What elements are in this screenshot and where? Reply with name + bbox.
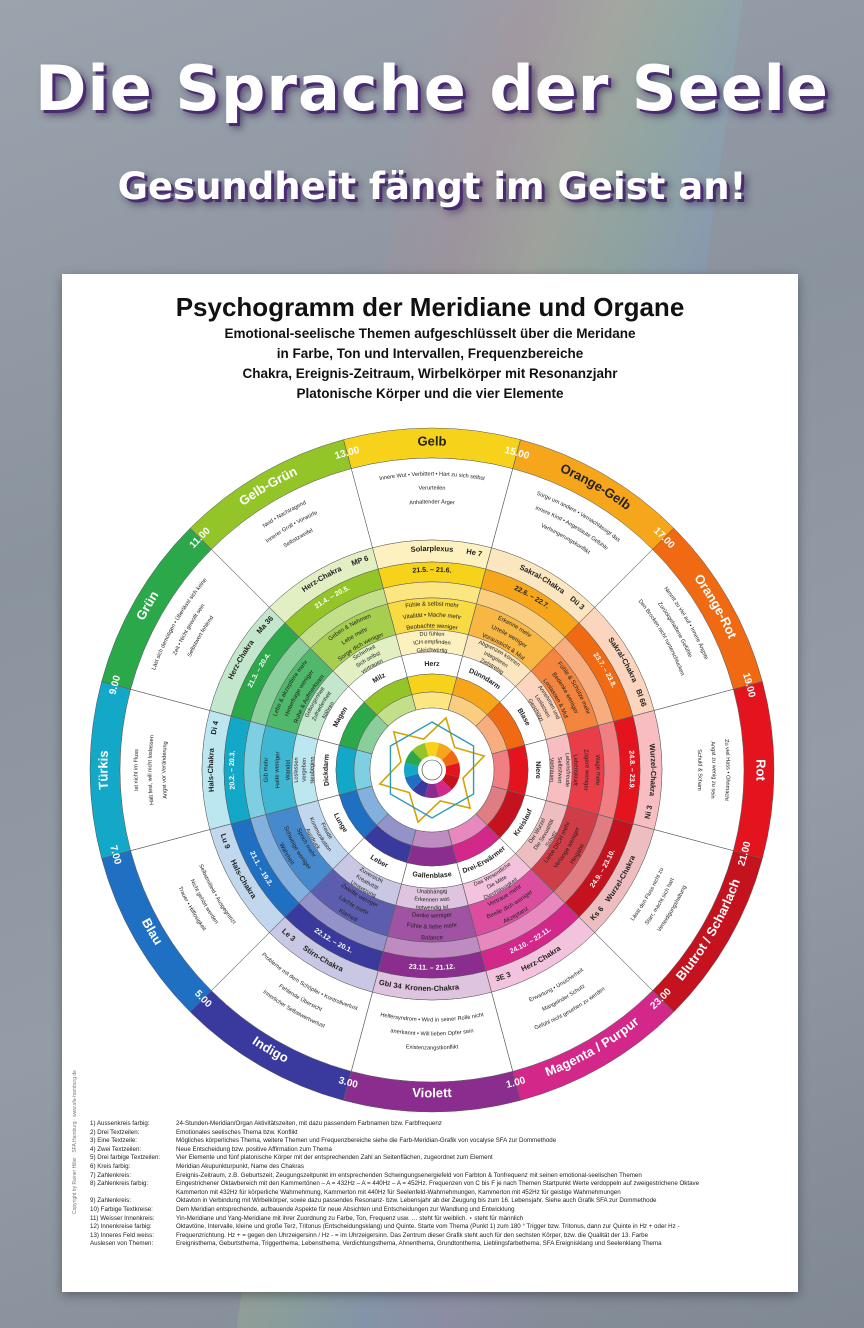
segment-organ: Kreislauf — [512, 808, 534, 838]
segment-meridian: Di 4 — [208, 720, 221, 736]
segment-color-name: Violett — [411, 1084, 453, 1101]
legend-key: 3) Eine Textzeile: — [90, 1137, 138, 1145]
segment-theme: Anhaltender Ärger — [409, 499, 455, 507]
segment-affirmation: Klarheit — [337, 908, 359, 924]
center-core — [422, 760, 442, 780]
segment-affirmation: Bedenke weniger — [550, 671, 579, 715]
segment-color-name: Magenta / Purpur — [542, 1013, 642, 1080]
segment-meridian: 3E 3 — [494, 969, 512, 984]
segment-theme: Nicht gehört werden — [188, 878, 220, 926]
segment-element-text: Durchlässigkeit — [482, 876, 519, 902]
segment-theme: Zu viel Hass • Ohnmacht — [722, 738, 731, 802]
segment-element-text: Kommunikation — [307, 816, 333, 854]
segment-affirmation: Vitalität • Mache mehr — [402, 612, 462, 622]
segment-theme: Probleme mit dem Schöpfer • Kontrollverlust — [260, 952, 359, 1012]
legend-value: Ereignis-Zeitraum, z.B. Geburtszeit, Zeugungszeitpunkt im entsprechenden Schwingungsenergiefeld von Farbton & Tonfrequenz mit seinen emotional-seelischen Themen — [176, 1171, 642, 1179]
segment-element-text: vertrauen — [360, 658, 385, 676]
legend-key: 2) Drei Textzeilen: — [90, 1128, 140, 1136]
segment-affirmation: Wage mehr — [593, 754, 601, 786]
legend-value: Ereignisthema, Geburtsthema, Triggerthema, Lebensthema, Verdichtungsthema, Ahnenthema, Grundtonthema, Lieblingsfarbethema, SFA Ereignisklang und Seelenklang Thema — [176, 1240, 662, 1248]
segment-theme: Zeit • Nicht gewollt sein — [172, 603, 207, 657]
segment-element-text: Vergeben — [301, 757, 309, 783]
segment-time: 9.00 — [107, 674, 124, 696]
legend-value: Meridian Akupunkturpunkt, Name des Chakras — [176, 1162, 304, 1170]
segment-theme: Schuld & Scham — [695, 749, 703, 791]
segment-chakra: Sakral-Chakra — [518, 562, 567, 596]
segment-theme: Ist nicht im Fluss — [133, 748, 141, 792]
legend-row — [90, 1215, 790, 1224]
segment-time: 13.00 — [333, 444, 361, 463]
legend-row — [90, 1180, 790, 1189]
segment-theme: Selbstwert fehlend — [186, 615, 216, 659]
poster-line-2: in Farbe, Ton und Intervallen, Frequenzbereiche — [276, 346, 584, 361]
legend-row — [90, 1240, 790, 1249]
segment-affirmation: Zweifle weniger — [339, 882, 379, 909]
segment-chakra: Herz-Chakra — [519, 943, 563, 974]
legend-value: Yin-Meridiane und Yang-Meridiane mit ihrer Zuordnung zu Farbe, Ton, Frequenz usw. … steht für weiblich. ⋆ steht für männlich — [176, 1214, 524, 1222]
legend-key: 4) Zwei Textzeilen: — [90, 1145, 142, 1153]
segment-affirmation: Balance — [420, 935, 444, 942]
legend-row — [90, 1223, 790, 1232]
segment-affirmation: Zögere weniger — [582, 748, 590, 792]
segment-theme: Gefühl nicht gesehen zu werden — [533, 986, 607, 1032]
segment-time: 11.00 — [187, 525, 213, 551]
legend-row — [90, 1120, 790, 1129]
segment-affirmation: Wahrheit — [277, 842, 295, 867]
wheel-segment — [412, 692, 452, 710]
segment-chakra: Solarplexus — [410, 543, 454, 554]
segment-date: 22.12. – 20.1. — [312, 927, 354, 955]
legend-key: Auslesen von Themen: — [90, 1240, 154, 1248]
segment-time: 3.00 — [337, 1075, 359, 1091]
segment-theme: Sorge um andere • Vernachlässigt das — [535, 490, 621, 544]
segment-date: 21.4. – 20.5. — [313, 584, 351, 611]
segment-element-text: Umsetzung — [349, 879, 377, 900]
segment-affirmation: Geben & Nehmen — [327, 613, 373, 643]
segment-theme: Innerer Groll • Vorwürfe — [264, 510, 319, 545]
segment-theme: Lässt den Fluss nicht zu — [629, 867, 666, 923]
segment-meridian: Ks 6 — [588, 904, 606, 923]
segment-color-name: Orange-Gelb — [558, 460, 634, 513]
segment-affirmation: Hinterfrage weniger — [284, 669, 316, 718]
segment-meridian: Gbl 34 — [378, 977, 403, 991]
segment-chakra: Sakral-Chakra — [606, 635, 640, 684]
legend-value: Emotionales seelisches Thema bzw. Konflikt — [176, 1128, 298, 1136]
segment-theme: Selbstmitleid • Ausgegrenzt — [197, 863, 237, 926]
legend-row — [90, 1137, 790, 1146]
segment-affirmation: Sprich mehr — [294, 827, 317, 859]
legend-row — [90, 1129, 790, 1138]
segment-date: 24.8. – 23.9. — [627, 750, 636, 790]
legend-value: Kammerton mit 432Hz für körperliche Wahrnehmung, Kammerton mit 440Hz für Seelenfeld-Wahrnehmungen, Kammerton mit 452Hz für geistige Wahrnehmungen — [176, 1188, 621, 1196]
segment-affirmation: Ruhe & Aufmerksam — [293, 673, 327, 725]
segment-meridian: Lu 9 — [218, 832, 233, 850]
legend-value: Oktavton in Verbindung mit Wirbelkörper, sowie dazu passendes Resonanz- bzw. Lebensjahr ab der Zeugung bis zum 16. Lebensjahr. Siehe auch Grafik SFA zur Dommethode — [176, 1197, 657, 1205]
legend-value: Dem Meridian entsprechende, aufbauende Aspekte für neue Absichten und Entscheidungen zur Wandlung und Entwicklung — [176, 1205, 515, 1213]
segment-chakra: Herz-Chakra — [300, 563, 343, 594]
segment-element-text: Lebensfreude — [563, 752, 571, 788]
segment-element-text: Die Sexualität — [532, 818, 556, 852]
segment-theme: Läst sich demütigen • Überlässt sich keine — [151, 577, 209, 671]
segment-theme: Zurückgehaltene Gefühle — [656, 601, 693, 659]
segment-date: 22.6. – 22.7. — [513, 584, 551, 611]
legend-key: 12) Innenkreise farbig: — [90, 1223, 152, 1231]
legend-key — [90, 1189, 176, 1198]
segment-time: 23.00 — [648, 986, 674, 1012]
wheel-segment — [407, 674, 457, 695]
segment-theme: Innerlicher Selbstwertverlust — [261, 989, 326, 1030]
segment-organ: Magen — [332, 705, 350, 729]
legend-value: Neue Entscheidung bzw. positive Affirmation zum Thema — [176, 1145, 332, 1153]
segment-theme: Trauer • Hilflosigkeit — [176, 885, 207, 933]
segment-element-text: Zuversicht — [358, 866, 384, 885]
legend-key: 5) Drei farbige Textzeilen: — [90, 1154, 161, 1162]
segment-theme: Verhungerungskonflikt — [539, 522, 591, 556]
segment-theme: Helfersyndrom • Wird in seiner Rolle nicht — [379, 1012, 485, 1024]
segment-element-text: Sich selbst — [355, 650, 382, 670]
segment-element-text: Sicherheit — [352, 644, 377, 662]
segment-affirmation: Wandel — [285, 759, 292, 781]
segment-time: 17.00 — [651, 525, 677, 551]
segment-time: 21.00 — [736, 840, 754, 868]
wheel-segment — [507, 745, 528, 795]
legend-row — [90, 1146, 790, 1155]
segment-affirmation: Lächle mehr — [337, 894, 370, 917]
segment-organ: Herz — [424, 660, 440, 669]
page-subtitle: Gesundheit fängt im Geist an! — [117, 165, 747, 208]
segment-affirmation: Beeile dich weniger — [486, 889, 535, 921]
legend-value: Frequenzrichtung. Hz + = gegen den Uhrzeigersinn / Hz - = im Uhrzeigersinn. Das Zentrum dieser Grafik steht auch für den sechsten Körper, bzw. die Qualität der 13. Farbe — [176, 1231, 649, 1239]
segment-time: 5.00 — [192, 988, 214, 1010]
segment-organ: Dünndarm — [467, 667, 502, 692]
segment-element-text: Gleichwertig — [416, 647, 448, 655]
segment-organ: Niere — [533, 761, 542, 779]
segment-element-text: DU fühlen — [419, 631, 445, 639]
segment-meridian: He 7 — [465, 546, 484, 559]
segment-organ: Gallenblase — [411, 871, 453, 880]
segment-theme: Existenzangstkonflikt — [405, 1044, 459, 1052]
segment-meridian: MP 6 — [350, 553, 370, 568]
segment-element-text: notwendig ist — [415, 904, 449, 912]
segment-element-text: Die Mitte — [486, 874, 509, 891]
segment-affirmation: Schweige weniger — [282, 825, 312, 871]
segment-color-name: Indigo — [249, 1033, 292, 1066]
segment-element-text: Selbstwert — [555, 756, 563, 784]
segment-meridian: Ni 3 — [642, 804, 655, 820]
segment-affirmation: Gib mehr — [263, 757, 271, 783]
segment-chakra: Hals-Chakra — [228, 857, 259, 901]
meridian-wheel — [62, 274, 798, 1120]
segment-affirmation: Fühle & Schütze mehr — [555, 661, 591, 716]
segment-color-name: Blau — [138, 915, 166, 948]
segment-organ: Lunge — [331, 812, 349, 835]
segment-color-name: Gelb-Grün — [236, 463, 300, 509]
wheel-segment — [492, 750, 510, 790]
segment-theme: Verteidigungshaltung — [656, 884, 688, 934]
segment-chakra: Hals-Chakra — [205, 747, 217, 793]
legend-row — [90, 1154, 790, 1163]
segment-affirmation: Vertraue mehr — [486, 883, 523, 909]
segment-affirmation: Voraussicht & Mut — [480, 632, 526, 662]
segment-chakra: Kronen-Chakra — [404, 982, 460, 993]
segment-organ: Leber — [368, 854, 389, 870]
segment-organ: Blase — [515, 707, 531, 727]
legend-key: 1) Aussenkreis farbig: — [90, 1120, 150, 1127]
legend-row — [90, 1189, 790, 1198]
segment-element-text: Integrieren — [482, 650, 509, 670]
segment-affirmation: Denke weniger — [411, 912, 453, 920]
segment-date: 24.9. – 23.10. — [589, 848, 617, 890]
segment-theme: Innere Wut • Verbittert • Hart zu sich selbst — [378, 471, 486, 483]
segment-element-text: Geschützt — [526, 697, 544, 723]
segment-affirmation: Erkenne mehr — [496, 615, 533, 640]
segment-color-name: Grün — [132, 588, 162, 623]
legend-value: Mögliches körperliches Thema, weitere Themen und Frequenzbereiche siehe die Farb-Meridian-Grafik von vocalyse SFA zur Dommethode — [176, 1137, 557, 1145]
segment-meridian: Dü 3 — [568, 594, 587, 612]
poster-line-1: Emotional-seelische Themen aufgeschlüsselt über die Meridane — [224, 326, 636, 341]
segment-element-text: Das Wesentliche — [473, 861, 513, 888]
segment-color-name: Blutrot / Scharlach — [672, 876, 743, 984]
segment-theme: Verurteilen — [418, 485, 446, 492]
legend-key: 11) Weisser Innenkreis: — [90, 1214, 155, 1222]
segment-chakra: Wurzel-Chakra — [603, 854, 638, 904]
segment-theme: Hält fest, will nicht loslassen — [147, 734, 156, 806]
segment-theme: Neid • Nachtragend — [261, 500, 308, 530]
segment-color-name: Rot — [753, 758, 769, 782]
segment-element-text: Nähren — [321, 700, 336, 720]
legend-key: 7) Zahlenkreis: — [90, 1171, 131, 1179]
segment-element-text: Unabhängig — [416, 888, 448, 896]
segment-affirmation: Fühle & liebe mehr — [406, 922, 458, 931]
segment-element-text: Freude — [319, 822, 334, 841]
legend-value: Eingestrichener Oktavbereich mit den Kammertönen – A = 432Hz – A = 440Hz – A = 452Hz. Frequenzen von C bis F je nach Themen Startpunkt Werte verdoppeln auf zweigestrichene Oktave — [176, 1180, 700, 1188]
segment-element-text: Loslassen — [533, 693, 551, 719]
segment-theme: Angst zu wenig zu sein — [709, 741, 717, 799]
segment-date: 21.3. – 20.4. — [246, 651, 273, 689]
segment-element-text: Erkennen was — [413, 896, 451, 904]
segment-element-text: Zielstrebig — [478, 657, 505, 676]
segment-element-text: Ausdruck — [303, 827, 321, 851]
segment-element-text: Geborgenheit — [304, 686, 327, 719]
wheel-segment — [354, 750, 372, 790]
legend-value: Vier Elemente und fünf platonische Körper mit der entsprechenden Zahl an Seitenflächen, zugeordnet zum Element — [176, 1154, 493, 1162]
wheel-segment — [407, 845, 457, 866]
segment-element-text: Schutz — [544, 830, 559, 849]
segment-time: 1.00 — [505, 1075, 527, 1091]
segment-date: 23.11. – 21.12. — [408, 963, 456, 972]
segment-affirmation: Loslassen & Mut — [541, 678, 569, 720]
segment-affirmation: Akzeptanz — [502, 905, 530, 926]
legend-key: 6) Kreis farbig: — [90, 1162, 131, 1170]
segment-time: 7.00 — [107, 844, 123, 866]
segment-color-name: Gelb — [417, 433, 447, 449]
segment-organ: Dickdarm — [322, 753, 331, 787]
segment-element-text: Neubeginn — [309, 756, 317, 784]
legend — [90, 1120, 790, 1249]
segment-affirmation: Lebe & akzeptiere mehr — [272, 659, 310, 718]
legend-row — [90, 1163, 790, 1172]
segment-affirmation: Lebe mehr — [341, 626, 369, 647]
segment-affirmation: Sorge dich weniger — [337, 632, 385, 663]
segment-theme: anerkannt • Will lieben Opfer sein — [390, 1028, 474, 1038]
legend-value: Oktavtöne, Intervalle, kleine und große Terz, Tritonus (Entscheidungsklang) und Quinte. Starte vom Thema (Punkt 1) zum 180 ° Trigger bzw. Tritonus, dann zur Quinte in Hz + oder Hz - — [176, 1223, 680, 1231]
legend-row — [90, 1172, 790, 1181]
segment-affirmation: Verlange weniger — [552, 826, 582, 870]
segment-theme: Nimmt zu viel auf • Innere Ängste — [662, 586, 709, 661]
segment-affirmation: Liebe DICH mehr — [543, 821, 572, 865]
poster-line-4: Platonische Körper und die vier Elemente — [296, 386, 564, 401]
legend-key: 10) Farbige Textkreise: — [90, 1205, 153, 1213]
segment-element-text: Abgrenzen können — [477, 639, 521, 669]
legend-row — [90, 1197, 790, 1206]
segment-chakra: Wurzel-Chakra — [647, 743, 659, 797]
segment-affirmation: Halte weniger — [274, 751, 282, 789]
segment-meridian: Bl 66 — [634, 687, 649, 708]
segment-affirmation: Lebenskraft — [571, 754, 579, 786]
segment-organ: Milz — [371, 672, 387, 685]
poster-title: Psychogramm der Meridiane und Organe — [175, 292, 685, 322]
poster-line-3: Chakra, Ereignis-Zeitraum, Wirbelkörper mit Resonanzjahr — [242, 366, 618, 381]
segment-date: 21.1. – 19.2. — [248, 850, 274, 888]
segment-organ: Drei-Erwärmer — [461, 845, 508, 876]
segment-element-text: Der Wurzel — [527, 817, 548, 845]
legend-row — [90, 1206, 790, 1215]
segment-theme: Angst vor Veränderung — [161, 741, 170, 799]
segment-color-name: Türkis — [95, 750, 111, 790]
page-title: Die Sprache der Seele — [35, 52, 829, 125]
segment-time: 15.00 — [503, 444, 531, 463]
segment-theme: Starr, macht sich hart — [644, 877, 676, 927]
wheel-segment — [412, 830, 452, 848]
segment-date: 20.2. – 20.3. — [228, 750, 237, 790]
legend-row — [90, 1232, 790, 1241]
segment-theme: Mangelnder Schutz — [541, 983, 587, 1013]
segment-date: 24.10. – 22.11. — [508, 926, 553, 956]
segment-chakra: Herz-Chakra — [225, 638, 256, 681]
segment-element-text: Kreativität — [354, 873, 380, 892]
segment-affirmation: Urteile weniger — [490, 624, 528, 650]
segment-chakra: Stirn-Chakra — [301, 943, 345, 974]
segment-theme: Den Brocken nicht runterschlucken — [636, 598, 686, 677]
segment-meridian: Le 3 — [280, 926, 298, 944]
wheel-segment — [336, 745, 357, 795]
segment-date: 21.5. – 21.6. — [412, 566, 452, 575]
segment-affirmation: Fühle & selbst mehr — [404, 601, 460, 610]
segment-theme: innere Kind • Angestaute Gefühle — [534, 505, 609, 552]
segment-affirmation: Hingabe — [569, 843, 586, 866]
legend-value: 24-Stunden-Meridian/Organ Aktivitätszeiten, mit dazu passendem Farbnamen bzw. Farbfrequenz — [176, 1120, 442, 1127]
segment-theme: Fehlende Übersicht — [277, 983, 323, 1013]
legend-key: 9) Zahlenkreis: — [90, 1197, 131, 1205]
segment-element-text: Vertrauen — [547, 757, 555, 783]
segment-theme: Selbstzweifel — [282, 527, 315, 550]
copyright-note: Copyright by Rainer Hiller · SFA Hamburg · www.sfa-hamburg.de — [72, 1070, 78, 1214]
segment-element-text: Annehmen und — [536, 684, 561, 721]
segment-element-text: ICH empfinden — [412, 639, 452, 647]
legend-key: 8) Zahlenkreis farbig: — [90, 1180, 149, 1188]
segment-meridian: Ma 36 — [254, 613, 276, 636]
psychogramm-poster — [62, 274, 798, 1292]
segment-affirmation: Beobachte weniger — [405, 623, 459, 632]
legend-key: 13) Inneres Feld weiss: — [90, 1231, 154, 1239]
segment-theme: Erwartung • Unsicherheit — [528, 967, 585, 1004]
segment-element-text: Zufriedenheit — [311, 690, 334, 723]
segment-time: 19.00 — [739, 671, 758, 699]
segment-element-text: Loslassen — [293, 757, 301, 783]
segment-color-name: Orange-Rot — [691, 571, 741, 641]
segment-date: 23.7. – 23.8. — [591, 651, 618, 689]
